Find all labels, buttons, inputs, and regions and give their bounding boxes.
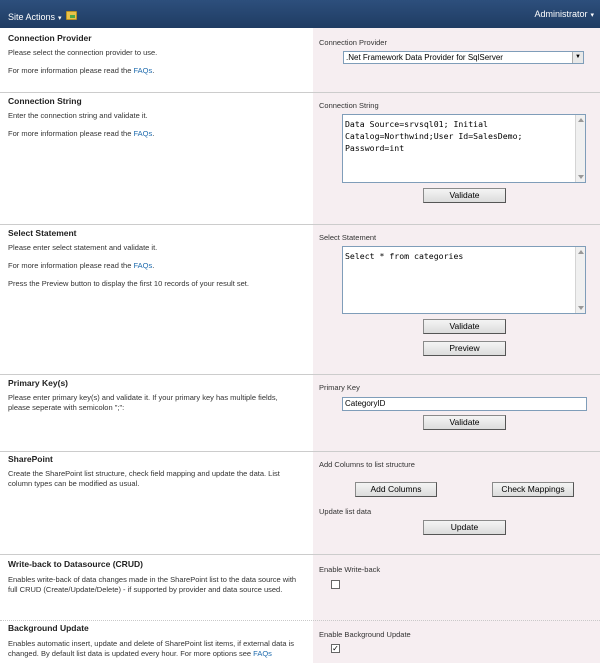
- background-update-section: [0, 620, 600, 663]
- select-statement-section: [0, 224, 600, 374]
- validate-button[interactable]: Validate: [423, 188, 506, 203]
- field-label: Enable Background Update: [319, 630, 411, 639]
- section-description: Please enter primary key(s) and validate it. If your primary key has multiple fields, please seperate with semicolon ";":: [8, 393, 278, 412]
- section-title: Primary Key(s): [8, 378, 69, 388]
- section-description: Create the SharePoint list structure, check field mapping and update the data. List column types can be modified as usual.: [8, 469, 280, 488]
- faq-link[interactable]: FAQs: [133, 66, 153, 75]
- primary-key-input[interactable]: CategoryID: [342, 397, 587, 411]
- faq-suffix: .: [152, 66, 155, 75]
- site-actions-menu[interactable]: [8, 12, 62, 22]
- faq-suffix: .: [152, 129, 155, 138]
- connection-provider-select[interactable]: [343, 51, 584, 64]
- faq-line: [8, 129, 298, 139]
- section-description: Please select the connection provider to use.: [8, 48, 158, 57]
- textarea-value: Data Source=srvsql01; Initial Catalog=Northwind;User Id=SalesDemo; Password=int: [345, 119, 528, 153]
- textarea-scrollbar[interactable]: [575, 115, 585, 182]
- user-name: Administrator: [534, 9, 588, 19]
- faq-link[interactable]: FAQs: [253, 649, 272, 658]
- user-menu[interactable]: [534, 9, 594, 19]
- connection-string-section: [0, 92, 600, 224]
- field-label: Connection Provider: [319, 38, 387, 47]
- chevron-down-icon: ▾: [590, 12, 594, 19]
- validate-button[interactable]: Validate: [423, 415, 506, 430]
- section-title: Write-back to Datasource (CRUD): [8, 559, 143, 569]
- section-title: Select Statement: [8, 228, 77, 238]
- chevron-down-icon: ▾: [58, 15, 62, 22]
- enable-write-back-checkbox[interactable]: [331, 580, 340, 589]
- connection-string-textarea[interactable]: [342, 114, 586, 183]
- section-title: SharePoint: [8, 454, 53, 464]
- check-mappings-button[interactable]: Check Mappings: [492, 482, 574, 497]
- section-divider: [0, 374, 600, 375]
- section-divider: [0, 620, 600, 621]
- faq-link[interactable]: FAQs: [133, 129, 153, 138]
- description-text: Enables automatic insert, update and delete of SharePoint list items, if external data is changed. By default list data is updated every hour. For more options see: [8, 639, 294, 658]
- validate-button[interactable]: Validate: [423, 319, 506, 334]
- field-label: Primary Key: [319, 383, 360, 392]
- sharepoint-section: [0, 451, 600, 554]
- section-description: Please enter select statement and validate it.: [8, 243, 158, 252]
- section-description: Enter the connection string and validate it.: [8, 111, 148, 120]
- section-divider: [0, 224, 600, 225]
- faq-suffix: .: [152, 261, 155, 270]
- update-button[interactable]: Update: [423, 520, 506, 535]
- section-description: [8, 639, 298, 659]
- section-divider: [0, 92, 600, 93]
- faq-line: [8, 66, 298, 76]
- write-back-section: [0, 554, 600, 620]
- faq-prefix: For more information please read the: [8, 129, 134, 138]
- faq-line: [8, 261, 298, 271]
- faq-link[interactable]: FAQs: [133, 261, 153, 270]
- section-title: Connection String: [8, 96, 82, 106]
- field-label: Enable Write-back: [319, 565, 381, 574]
- field-label: Select Statement: [319, 233, 377, 242]
- add-columns-button[interactable]: Add Columns: [355, 482, 437, 497]
- preview-note: Press the Preview button to display the first 10 records of your result set.: [8, 279, 249, 288]
- textarea-scrollbar[interactable]: [575, 247, 585, 313]
- add-columns-label: Add Columns to list structure: [319, 460, 415, 469]
- preview-button[interactable]: Preview: [423, 341, 506, 356]
- section-divider: [0, 554, 600, 555]
- field-label: Connection String: [319, 101, 379, 110]
- section-title: Background Update: [8, 623, 89, 633]
- enable-background-update-checkbox[interactable]: ✓: [332, 644, 339, 653]
- textarea-value: Select * from categories: [345, 251, 464, 261]
- section-title: Connection Provider: [8, 33, 92, 43]
- update-label: Update list data: [319, 507, 372, 516]
- navigate-up-folder-icon[interactable]: [66, 11, 77, 20]
- dropdown-arrow-icon[interactable]: ▼: [572, 52, 583, 63]
- selected-value: .Net Framework Data Provider for SqlServer: [346, 53, 503, 62]
- section-description: Enables write-back of data changes made in the SharePoint list to the data source with full CRUD (Create/Update/Delete) - if supported by provider and data source used.: [8, 575, 297, 594]
- section-divider: [0, 451, 600, 452]
- faq-prefix: For more information please read the: [8, 261, 134, 270]
- select-statement-textarea[interactable]: [342, 246, 586, 314]
- faq-prefix: For more information please read the: [8, 66, 134, 75]
- top-ribbon: [0, 0, 600, 28]
- connection-provider-section: [0, 28, 600, 92]
- site-actions-label: Site Actions: [8, 12, 56, 22]
- primary-key-section: [0, 374, 600, 451]
